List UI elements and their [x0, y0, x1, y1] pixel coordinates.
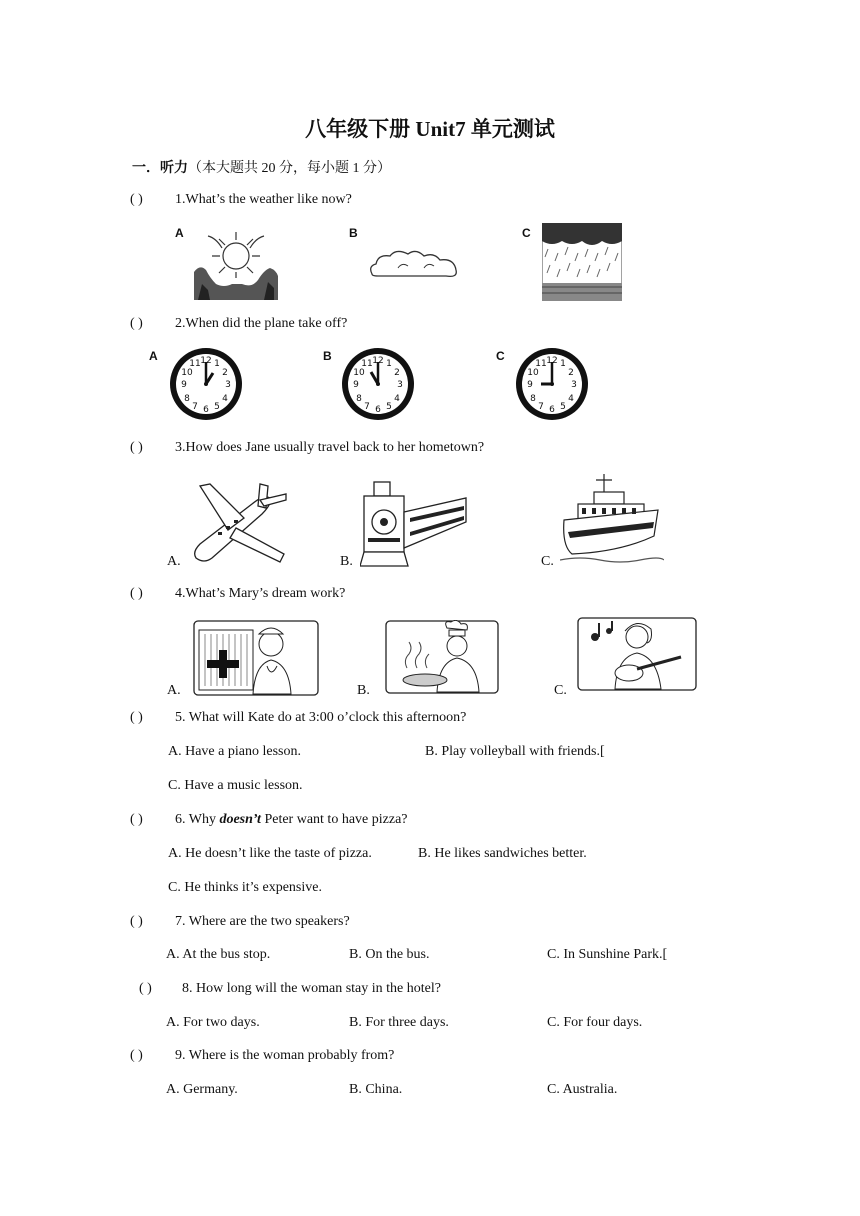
- svg-text:11: 11: [535, 359, 547, 369]
- option-7c: C. In Sunshine Park.[: [547, 947, 668, 962]
- svg-text:11: 11: [361, 359, 373, 369]
- svg-text:5: 5: [214, 402, 220, 412]
- question-9: 9. Where is the woman probably from?: [175, 1048, 395, 1063]
- answer-blank-3[interactable]: ( ): [130, 440, 143, 455]
- svg-text:9: 9: [353, 380, 359, 390]
- cook-icon: [385, 620, 499, 694]
- svg-text:6: 6: [203, 405, 209, 415]
- question-6-end: Peter want to have pizza?: [260, 812, 408, 827]
- ship-icon: [560, 470, 664, 568]
- question-2: 2.When did the plane take off?: [175, 316, 348, 331]
- option-8c: C. For four days.: [547, 1015, 643, 1030]
- question-4: 4.What’s Mary’s dream work?: [175, 586, 346, 601]
- option-9a: A. Germany.: [166, 1082, 238, 1097]
- svg-text:9: 9: [181, 380, 187, 390]
- svg-text:7: 7: [538, 402, 544, 412]
- svg-text:2: 2: [394, 368, 400, 378]
- option-label-2a: A: [149, 349, 158, 363]
- svg-text:5: 5: [386, 402, 392, 412]
- svg-text:5: 5: [560, 402, 566, 412]
- section-note: （本大题共 20 分，每小题 1 分）: [188, 161, 391, 176]
- clock-icon: [340, 346, 416, 422]
- option-5b: B. Play volleyball with friends.[: [425, 744, 605, 759]
- option-6a: A. He doesn’t like the taste of pizza.: [168, 846, 372, 861]
- svg-text:2: 2: [568, 368, 574, 378]
- rain-icon: [542, 223, 622, 301]
- question-5: 5. What will Kate do at 3:00 o’clock this afternoon?: [175, 710, 467, 725]
- svg-text:7: 7: [192, 402, 198, 412]
- clock-icon: [168, 346, 244, 422]
- answer-blank-1[interactable]: ( ): [130, 192, 143, 207]
- option-3a: A.: [167, 554, 181, 569]
- svg-text:8: 8: [356, 394, 362, 404]
- sun-icon: [194, 226, 278, 300]
- option-7a: A. At the bus stop.: [166, 947, 271, 962]
- svg-text:6: 6: [549, 405, 555, 415]
- option-label-1a: A: [175, 226, 184, 240]
- svg-text:11: 11: [189, 359, 201, 369]
- svg-text:1: 1: [386, 359, 392, 369]
- svg-text:12: 12: [200, 356, 212, 366]
- answer-blank-2[interactable]: ( ): [130, 316, 143, 331]
- svg-text:8: 8: [530, 394, 536, 404]
- svg-text:4: 4: [568, 394, 574, 404]
- train-icon: [360, 478, 468, 568]
- musician-icon: [577, 617, 697, 691]
- svg-text:10: 10: [181, 368, 193, 378]
- page-title: 八年级下册 Unit7 单元测试: [305, 117, 555, 141]
- svg-text:3: 3: [225, 380, 231, 390]
- section-title: 一．听力: [132, 161, 188, 176]
- question-1: 1.What’s the weather like now?: [175, 192, 352, 207]
- option-6b: B. He likes sandwiches better.: [418, 846, 587, 861]
- option-label-2b: B: [323, 349, 332, 363]
- answer-blank-9[interactable]: ( ): [130, 1048, 143, 1063]
- svg-text:12: 12: [372, 356, 384, 366]
- svg-text:9: 9: [527, 380, 533, 390]
- question-8: 8. How long will the woman stay in the hotel?: [182, 981, 441, 996]
- answer-blank-5[interactable]: ( ): [130, 710, 143, 725]
- svg-text:3: 3: [571, 380, 577, 390]
- option-5a: A. Have a piano lesson.: [168, 744, 301, 759]
- svg-text:1: 1: [560, 359, 566, 369]
- svg-text:4: 4: [394, 394, 400, 404]
- option-label-2c: C: [496, 349, 505, 363]
- option-3b: B.: [340, 554, 353, 569]
- option-label-1c: C: [522, 226, 531, 240]
- svg-text:6: 6: [375, 405, 381, 415]
- option-8a: A. For two days.: [166, 1015, 260, 1030]
- option-4c: C.: [554, 683, 567, 698]
- option-6c: C. He thinks it’s expensive.: [168, 880, 322, 895]
- nurse-icon: [193, 620, 319, 696]
- question-7: 7. Where are the two speakers?: [175, 914, 350, 929]
- clock-icon: [514, 346, 590, 422]
- question-6: [175, 812, 408, 828]
- svg-text:7: 7: [364, 402, 370, 412]
- option-4a: A.: [167, 683, 181, 698]
- option-8b: B. For three days.: [349, 1015, 449, 1030]
- answer-blank-6[interactable]: ( ): [130, 812, 143, 827]
- option-3c: C.: [541, 554, 554, 569]
- answer-blank-4[interactable]: ( ): [130, 586, 143, 601]
- svg-text:4: 4: [222, 394, 228, 404]
- option-7b: B. On the bus.: [349, 947, 430, 962]
- svg-text:3: 3: [397, 380, 403, 390]
- question-6-emphasis: doesn’t: [219, 812, 261, 827]
- svg-text:8: 8: [184, 394, 190, 404]
- svg-text:10: 10: [353, 368, 365, 378]
- svg-text:12: 12: [546, 356, 558, 366]
- cloud-icon: [368, 246, 460, 282]
- option-5c: C. Have a music lesson.: [168, 778, 303, 793]
- plane-icon: [190, 480, 288, 568]
- question-3: 3.How does Jane usually travel back to her hometown?: [175, 440, 485, 455]
- svg-text:1: 1: [214, 359, 220, 369]
- svg-text:2: 2: [222, 368, 228, 378]
- answer-blank-7[interactable]: ( ): [130, 914, 143, 929]
- svg-text:10: 10: [527, 368, 539, 378]
- question-6-start: 6. Why: [175, 812, 220, 827]
- option-4b: B.: [357, 683, 370, 698]
- section-heading: [132, 157, 391, 177]
- option-9c: C. Australia.: [547, 1082, 618, 1097]
- option-9b: B. China.: [349, 1082, 403, 1097]
- answer-blank-8[interactable]: ( ): [139, 981, 152, 996]
- option-label-1b: B: [349, 226, 358, 240]
